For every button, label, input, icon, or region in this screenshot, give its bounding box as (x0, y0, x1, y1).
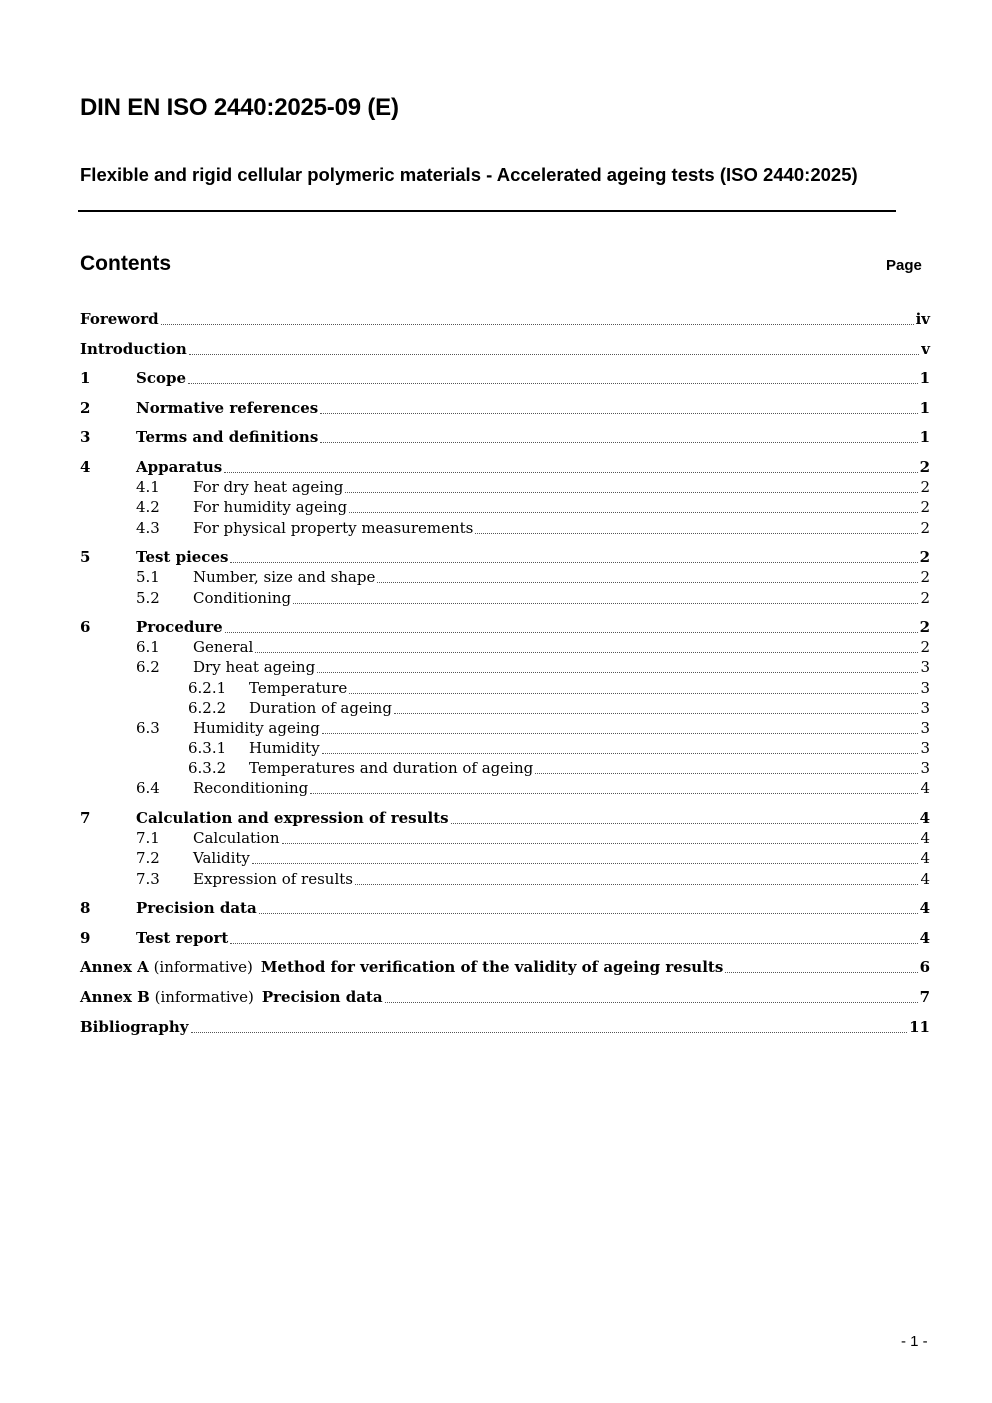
toc-entry[interactable] (136, 658, 930, 678)
toc-entry-number: 6 (80, 618, 91, 636)
toc-entry-number: 2 (80, 399, 91, 417)
toc-entry-title: Terms and definitions (136, 428, 319, 446)
toc-entry-title: Temperature (249, 679, 348, 697)
toc-entry-number: 7.3 (136, 870, 160, 888)
toc-entry[interactable] (136, 779, 930, 799)
toc-entry-number: 9 (80, 929, 91, 947)
toc-entry-title: Humidity ageing (193, 719, 320, 737)
toc-entry-page: 2 (920, 519, 930, 537)
toc-entry-title: For humidity ageing (193, 498, 348, 516)
toc-entry-title: Method for verification of the validity of ageing results (260, 958, 724, 976)
toc-entry[interactable] (136, 519, 930, 539)
toc-entry-number: 6.2 (136, 658, 160, 676)
toc-entry[interactable] (188, 739, 930, 759)
toc-entry-title: Humidity (249, 739, 320, 757)
toc-entry-number: 1 (80, 369, 91, 387)
dot-leader (188, 382, 918, 384)
dot-leader (224, 471, 917, 473)
toc-entry-page: 7 (919, 988, 930, 1006)
toc-entry-number: 3 (80, 428, 91, 446)
toc-entry[interactable] (80, 929, 930, 949)
toc-entry-title: Reconditioning (193, 779, 309, 797)
toc-entry[interactable] (136, 849, 930, 869)
toc-entry-page: 3 (920, 679, 930, 697)
dot-leader (252, 862, 919, 864)
toc-entry-number: 4 (80, 458, 91, 476)
toc-entry-title: Duration of ageing (249, 699, 392, 717)
toc-entry-number: 5.2 (136, 589, 160, 607)
toc-entry-title: Apparatus (136, 458, 223, 476)
toc-entry-page: 6 (919, 958, 930, 976)
toc-entry[interactable] (80, 310, 930, 330)
toc-entry-title: Scope (136, 369, 187, 387)
contents-heading: Contents (80, 252, 171, 275)
title-divider (78, 210, 896, 212)
toc-entry-page: 1 (919, 399, 930, 417)
dot-leader (317, 671, 918, 673)
toc-entry[interactable] (136, 568, 930, 588)
toc-entry-title: Test report (136, 929, 229, 947)
footer-page-number: - 1 - (901, 1333, 928, 1350)
toc-entry-page: 2 (920, 589, 930, 607)
toc-entry-number: 6.3.2 (188, 759, 227, 777)
toc-entry[interactable] (80, 399, 930, 419)
toc-entry-page: 4 (920, 829, 930, 847)
toc-entry-page: 4 (920, 779, 930, 797)
toc-entry-number: 7 (80, 809, 91, 827)
toc-entry-number: 6.3.1 (188, 739, 227, 757)
page-column-label: Page (886, 257, 922, 274)
document-title: Flexible and rigid cellular polymeric materials - Accelerated ageing tests (ISO 2440:2025) (80, 164, 858, 185)
dot-leader (161, 323, 914, 325)
toc-entry-title: Temperatures and duration of ageing (249, 759, 534, 777)
dot-leader (349, 511, 918, 513)
toc-entry-title: For physical property measurements (193, 519, 474, 537)
toc-entry[interactable] (136, 870, 930, 890)
dot-leader (385, 1001, 918, 1003)
toc-entry-title: Expression of results (193, 870, 353, 888)
dot-leader (345, 491, 918, 493)
toc-entry-title: General (193, 638, 254, 656)
dot-leader (282, 842, 919, 844)
toc-entry[interactable] (136, 478, 930, 498)
toc-entry-page: 4 (919, 899, 930, 917)
dot-leader (191, 1031, 908, 1033)
toc-entry-title: Calculation (193, 829, 280, 847)
toc-entry-page: 4 (919, 809, 930, 827)
toc-entry-number: 6.2.2 (188, 699, 227, 717)
dot-leader (535, 772, 918, 774)
toc-entry-number: 6.2.1 (188, 679, 227, 697)
dot-leader (394, 712, 919, 714)
dot-leader (230, 942, 917, 944)
toc-entry-page: 4 (920, 870, 930, 888)
toc-entry-page: 2 (920, 638, 930, 656)
toc-entry-title: Test pieces (136, 548, 229, 566)
toc-entry-page: v (921, 340, 930, 358)
toc-entry[interactable] (80, 548, 930, 568)
toc-entry[interactable] (80, 458, 930, 478)
toc-entry-number: 5.1 (136, 568, 160, 586)
toc-entry[interactable] (188, 759, 930, 779)
dot-leader (322, 752, 919, 754)
dot-leader (189, 353, 919, 355)
dot-leader (320, 441, 917, 443)
toc-entry-title: Validity (193, 849, 250, 867)
toc-entry-page: 2 (919, 458, 930, 476)
toc-entry-number: 5 (80, 548, 91, 566)
toc-entry-title: Normative references (136, 399, 319, 417)
toc-entry[interactable] (80, 340, 930, 360)
dot-leader (322, 732, 919, 734)
toc-entry-page: 3 (920, 719, 930, 737)
dot-leader (293, 602, 918, 604)
toc-entry[interactable] (188, 699, 930, 719)
toc-entry-page: 1 (919, 369, 930, 387)
toc-entry-title: Procedure (136, 618, 223, 636)
toc-entry-page: 4 (919, 929, 930, 947)
toc-entry[interactable] (80, 369, 930, 389)
toc-entry-title: Conditioning (193, 589, 292, 607)
toc-entry[interactable] (80, 899, 930, 919)
toc-entry-number: Annex A (informative) (80, 958, 253, 976)
toc-entry-title: Bibliography (80, 1018, 189, 1036)
toc-entry[interactable] (188, 679, 930, 699)
toc-entry-title: Precision data (261, 988, 383, 1006)
toc-entry-title: Introduction (80, 340, 187, 358)
dot-leader (320, 412, 917, 414)
document-id: DIN EN ISO 2440:2025-09 (E) (80, 94, 399, 121)
toc-entry-page: 2 (919, 618, 930, 636)
toc-entry-title: Calculation and expression of results (136, 809, 449, 827)
toc-entry[interactable] (80, 618, 930, 638)
toc-entry-page: 3 (920, 658, 930, 676)
toc-entry-title: Dry heat ageing (193, 658, 316, 676)
toc-entry-title: For dry heat ageing (193, 478, 344, 496)
dot-leader (310, 792, 918, 794)
toc-entry[interactable] (136, 638, 930, 658)
toc-entry-number: 6.4 (136, 779, 160, 797)
toc-entry[interactable] (80, 988, 930, 1008)
toc-entry-page: 2 (920, 478, 930, 496)
dot-leader (259, 912, 918, 914)
dot-leader (230, 561, 917, 563)
toc-entry[interactable] (80, 1018, 930, 1038)
toc-entry[interactable] (136, 589, 930, 609)
toc-entry-page: 3 (920, 739, 930, 757)
toc-entry-number: 6.1 (136, 638, 160, 656)
toc-entry-page: 4 (920, 849, 930, 867)
dot-leader (377, 581, 918, 583)
toc-entry-page: iv (915, 310, 930, 328)
toc-entry-page: 2 (919, 548, 930, 566)
toc-entry[interactable] (80, 428, 930, 448)
dot-leader (725, 971, 917, 973)
toc-entry-title: Number, size and shape (193, 568, 376, 586)
dot-leader (349, 692, 918, 694)
toc-entry[interactable] (136, 829, 930, 849)
toc-entry[interactable] (136, 498, 930, 518)
toc-entry-page: 3 (920, 699, 930, 717)
toc-entry-number: 7.2 (136, 849, 160, 867)
toc-entry-page: 3 (920, 759, 930, 777)
dot-leader (255, 651, 918, 653)
toc-entry-number: 4.2 (136, 498, 160, 516)
toc-entry-page: 1 (919, 428, 930, 446)
toc-entry[interactable] (80, 809, 930, 829)
toc-entry-page: 2 (920, 568, 930, 586)
toc-entry[interactable] (136, 719, 930, 739)
toc-entry-number: Annex B (informative) (80, 988, 254, 1006)
toc-entry-page: 11 (909, 1018, 930, 1036)
toc-entry-number: 6.3 (136, 719, 160, 737)
dot-leader (225, 631, 918, 633)
toc-entry-number: 4.3 (136, 519, 160, 537)
toc-entry[interactable] (80, 958, 930, 978)
toc-entry-number: 8 (80, 899, 91, 917)
toc-entry-number: 7.1 (136, 829, 160, 847)
dot-leader (355, 883, 918, 885)
dot-leader (451, 822, 918, 824)
toc-entry-page: 2 (920, 498, 930, 516)
toc-entry-title: Precision data (136, 899, 257, 917)
toc-entry-number: 4.1 (136, 478, 160, 496)
toc-entry-title: Foreword (80, 310, 159, 328)
dot-leader (475, 532, 918, 534)
